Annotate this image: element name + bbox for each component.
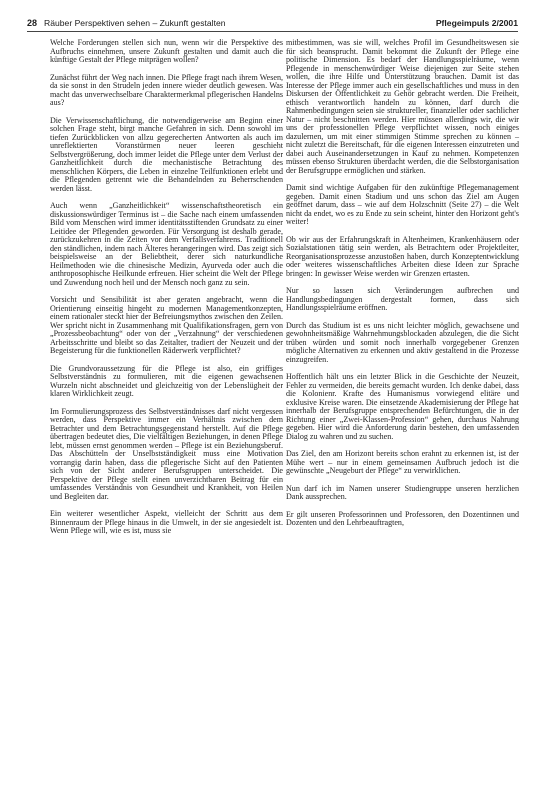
paragraph: Die Grundvoraussetzung für die Pflege ist also, ein griffiges Selbstverständnis zu formulieren, mit die eigenen gewachsenen Wurzeln nicht abschneidet und gleichzeitig von der Lebenslügheit der klaren Wirklichkeit zeugt.: [50, 363, 283, 398]
running-title: Räuber Perspektiven sehen – Zukunft gestalten: [44, 18, 226, 28]
issue-label: Pflegeimpuls 2/2001: [435, 18, 518, 28]
paragraph: Zunächst führt der Weg nach innen. Die Pflege fragt nach ihrem Wesen, da sie sonst in den Strudeln jeden innere wieder deutlich gewesen. Was macht das unverwechselbare Charaktermerkmal pflegerischen Handelns aus?: [50, 72, 283, 107]
paragraph: Durch das Studium ist es uns nicht leichter möglich, gewachsene und gewohnheitsmäßige Wahrnehmungsblockaden abzulegen, die die Sicht trüben würden und somit noch innerhalb vorgegebener Grenzen mögliche Alternativen zu erkennen und aktiv gestaltend in die Prozesse einzugreifen.: [286, 320, 519, 364]
paragraph: Auch wenn „Ganzheitlichkeit“ wissenschaftstheoretisch ein diskussionswürdiger Terminus ist – die Sache nach einem umfassenden Bild vom Menschen wird immer identitätsstiftenden Grundsatz zu einer Leitidee der Pflegenden geworden. Für Versorgung ist deshalb gerade, zurückzukehren in die Zeiten vor dem Verfallsverfahrens. Traditionell den ständlichen, indem nach Älteres herangeringen wird. Das zeigt sich beispielsweise an der Beliebtheit, derer sich naturkundliche Heilmethoden wie die chinesische Medizin, Ayurveda oder auch die anthroposophische Heilkunde erfreuen. Hier scheint die Welt der Pflege und Zuwendung noch heil und der Mensch noch ganz zu sein.: [50, 201, 283, 287]
paragraph: Damit sind wichtige Aufgaben für den zukünftige Pflegemanagement gegeben. Damit einen Stadium und uns schon das Ziel am Augen geöffnet darum, dass – wie auf dem Holzschnitt (Seite 27) – die Welt nicht da endet, wo es zu Ende zu sein scheint, hinter den Horizont geht's weiter!: [286, 183, 519, 226]
paragraph: Welche Forderungen stellen sich nun, wenn wir die Perspektive des Aufbruchs einnehmen, unsere Zukunft gestalten und damit auch die künftige Gestalt der Pflege mitprägen wollen?: [50, 38, 283, 64]
paragraph: Nun darf ich im Namen unserer Studiengruppe unseren herzlichen Dank aussprechen.: [286, 483, 519, 501]
right-column: [286, 39, 519, 537]
paragraph: Das Ziel, den am Horizont bereits schon erahnt zu erkennen ist, ist der Mühe wert – nur in einem gemeinsamen Aufbruch jedoch ist die gewünschte „Neugeburt der Pflege“ zu verwirklichen.: [286, 449, 519, 475]
page-number: 28: [27, 18, 38, 28]
paragraph: Im Formulierungsprozess des Selbstverständnisses darf nicht vergessen werden, dass Perspektive immer ein Verhältnis zwischen dem Betrachter und dem Betrachtungsgegenstand herstellt. Auf die Pflege übertragen bedeutet dies, Die vielfältigen Beziehungen, in denen Pflege lebt, müssen ernst genommen werden – Pflege ist ein Beziehungsberuf. Das Abschütteln der Unselbstständigkeit muss eine Motivation vorrangig darin haben, dass die pflegerische Sicht auf den Patienten sich von der Sicht anderer Berufsgruppen unterscheidet. Die Perspektive der Pflege stellt einen unverzichtbaren Beitrag für ein umfassendes Verständnis von Gesundheit und Krankheit, von Heilen und Begleiten dar.: [50, 406, 283, 501]
page-header: [27, 14, 518, 32]
paragraph: Nur so lassen sich Veränderungen aufbrechen und Handlungsbedingungen dergestalt formen, dass sich Handlungsspielräume eröffnen.: [286, 286, 519, 312]
paragraph: mitbestimmen, was sie will, welches Profil im Gesundheitswesen sie für sich beansprucht. Damit bekommt die Zukunft der Pflege eine politische Dimension. Es bedarf der Handlungsspielräume, wenn Pflegende in menschenwürdiger Weise diejenigen zur Seite stehen wollen, die ihre Hilfe und Unterstützung brauchen. Damit ist das Interesse der Pflege immer auch ein gesellschaftliches und muss in den Diskursen der Öffentlichkeit zu Gehör gebracht werden. Die Freiheit, ethisch verantwortlich handeln zu können, darf durch die Rahmenbedingungen seien sie struktureller, finanzieller oder sachlicher Natur – nicht beschnitten werden. Hier müssen allerdings wir, die wir uns der professionellen Pflege verpflichtet wissen, noch einiges dazulernen, um mit einer stimmigen Stimme sprechen zu können – nicht zuletzt die Bereitschaft, für die eigenen Interessen einzutreten und dabei auch Auseinandersetzungen in Kauf zu nehmen. Kompetenzen müssen ebenso Strukturen überdacht werden, die die Selbstorganisation der Berufsgruppe ermöglichen und stärken.: [286, 38, 519, 175]
header-rule: [27, 31, 518, 32]
paragraph: Ein weiterer wesentlicher Aspekt, vielleicht der Schritt aus dem Binnenraum der Pflege hinaus in die Umwelt, in der sie angesiedelt ist. Wenn Pflege will, wie es ist, muss sie: [50, 509, 283, 535]
paragraph: Ob wir aus der Erfahrungskraft in Altenheimen, Krankenhäusern oder Sozialstationen tätig sein werden, als Betrachtern oder Projektleiter, Reorganisationsprozesse anzustoßen haben, durch Konzeptentwicklung oder weiteres wissenschaftliches Arbeiten diese Ideen zur Sprache bringen: In gewisser Weise werden wir Grenzen ertasten.: [286, 234, 519, 278]
paragraph: Er gilt unseren Professorinnen und Professoren, den Dozentinnen und Dozenten und den Lehrbeauftragten,: [286, 509, 519, 527]
paragraph: Vorsicht und Sensibilität ist aber geraten angebracht, wenn die Orientierung einseitig hingeht zu modernen Managementkonzepten, einem rationaler steckt hier der Befreiungsmythos zwischen den Zeilen. Wer spricht nicht in Zusammenhang mit Qualifikationsfragen, gern von „Prozessbeobachtung“ oder von der „Verzahnung“ der verschiedenen Arbeitsschritte und bleibt so das Zeitalter, tradiert der Neuzeit und der Begeisterung für die funktionellen Räderwerk verpflichtet?: [50, 295, 283, 355]
paragraph: Hoffentlich hält uns ein letzter Blick in die Geschichte der Neuzeit, Fehler zu vermeiden, die bereits gemacht wurden. Ich denke dabei, dass die Kolonienr. Krafte des Humanismus vorwiegend elitäre und exklusive Kreise waren. Die einsetzende Akademisierung der Pflege hat innerhalb der Berufsgruppe entsprechenden Befürchtungen, die in der Richtung einer „Zwei-Klassen-Profession“ gehen, durchaus Nahrung gegeben. Hier wird die Anforderung darin bestehen, den umfassenden Dialog zu wahren und zu suchen.: [286, 372, 519, 441]
left-column: [50, 39, 283, 545]
paragraph: Die Verwissenschaftlichung, die notwendigerweise am Beginn einer solchen Frage steht, birgt manche Gefahren in sich. Denn sowohl im tiefen Zurückblicken von allzu gegerecherten Antworten als auch im unreflektierten Voranstürmen neuer leeren geschieht Selbstvergrößerung, doch immer leidet die Pflege unter dem Verlust der Ganzheitlichkeit durch die mechanistische Betrachtung des menschlichen Körpers, die Leben in einzelne Teilfunktionen erlebt und die Pflegenden getrennt wie die Behandelnden zu Beherrschenden werden lässt.: [50, 115, 283, 193]
